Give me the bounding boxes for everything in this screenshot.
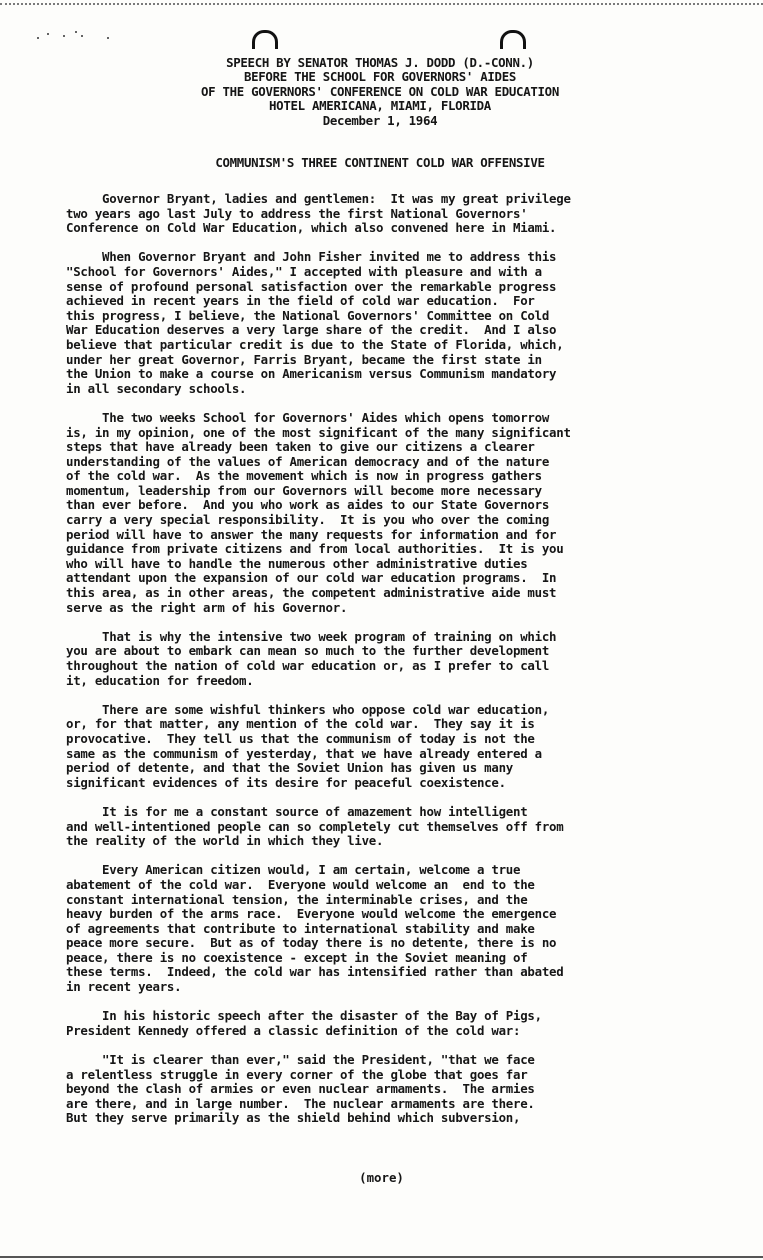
text-line: in all secondary schools. [66, 380, 247, 396]
text-line: under her great Governor, Farris Bryant, became the first state in [66, 351, 542, 367]
text-line: carry a very special responsibility. It is you who over the coming [66, 512, 550, 528]
paper-specks [36, 24, 116, 44]
text-line: guidance from private citizens and from local authorities. It is you [66, 541, 564, 557]
text-line: "School for Governors' Aides," I accepted with pleasure and with a [66, 263, 542, 279]
text-line: It is for me a constant source of amazement how intelligent [66, 803, 528, 819]
text-line: of agreements that contribute to international stability and make [66, 920, 535, 936]
paragraph [66, 1053, 706, 1126]
binder-hole-mark-right [500, 30, 526, 49]
speech-body [66, 192, 706, 1141]
text-line: throughout the nation of cold war education or, as I prefer to call [66, 658, 550, 673]
text-line: peace more secure. But as of today there is no detente, there is no [66, 935, 557, 951]
text-line: of the cold war. As the movement which is now in progress gathers [66, 468, 542, 484]
text-line: beyond the clash of armies or even nuclear armaments. The armies [66, 1081, 535, 1097]
text-line: than ever before. And you who work as aides to our State Governors [66, 497, 550, 513]
text-line: There are some wishful thinkers who oppose cold war education, [66, 701, 550, 717]
text-line: in recent years. [66, 979, 182, 995]
text-line: believe that particular credit is due to the State of Florida, which, [66, 336, 564, 352]
text-line: Governor Bryant, ladies and gentlemen: It was my great privilege [66, 191, 571, 206]
page-top-edge [0, 3, 763, 5]
text-line: But they serve primarily as the shield behind which subversion, [66, 1110, 521, 1126]
header-date: December 1, 1964 [322, 112, 438, 128]
text-line: these terms. Indeed, the cold war has intensified rather than abated [66, 964, 564, 980]
text-line: attendant upon the expansion of our cold war education programs. In [66, 570, 557, 586]
paragraph [66, 805, 706, 849]
text-line: When Governor Bryant and John Fisher invited me to address this [66, 249, 557, 265]
paragraph [66, 863, 706, 994]
paragraph [66, 630, 706, 688]
page-bottom-edge [0, 1256, 763, 1258]
text-line: understanding of the values of American democracy and of the nature [66, 453, 550, 469]
text-line: it, education for freedom. [66, 672, 254, 688]
header-line: SPEECH BY SENATOR THOMAS J. DODD (D.-CONN.) [226, 55, 534, 70]
text-line: and well-intentioned people can so completely cut themselves off from [66, 818, 564, 834]
paragraph [66, 703, 706, 791]
speech-title: COMMUNISM'S THREE CONTINENT COLD WAR OFFENSIVE [215, 155, 545, 170]
header-line: BEFORE THE SCHOOL FOR GOVERNORS' AIDES [243, 69, 517, 85]
paragraph [66, 411, 706, 615]
text-line: President Kennedy offered a classic definition of the cold war: [66, 1022, 521, 1038]
text-line: serve as the right arm of his Governor. [66, 599, 348, 615]
text-line: sense of profound personal satisfaction over the remarkable progress [66, 278, 557, 294]
text-line: In his historic speech after the disaster of the Bay of Pigs, [66, 1008, 542, 1024]
text-line: is, in my opinion, one of the most significant of the many significant [66, 424, 571, 440]
text-line: two years ago last July to address the first National Governors' [66, 205, 528, 221]
binder-hole-mark-left [252, 30, 278, 49]
text-line: abatement of the cold war. Everyone would welcome an end to the [66, 876, 535, 892]
text-line: The two weeks School for Governors' Aides which opens tomorrow [66, 409, 550, 425]
text-line: the reality of the world in which they live. [66, 833, 384, 849]
text-line: peace, there is no coexistence - except in the Soviet meaning of [66, 949, 528, 965]
text-line: achieved in recent years in the field of cold war education. For [66, 293, 535, 309]
text-line: Every American citizen would, I am certain, welcome a true [66, 862, 521, 878]
text-line: steps that have already been taken to give our citizens a clearer [66, 439, 535, 455]
text-line: "It is clearer than ever," said the President, "that we face [66, 1052, 535, 1068]
paragraph [66, 192, 706, 236]
text-line: this area, as in other areas, the competent administrative aide must [66, 585, 557, 601]
text-line: who will have to handle the numerous other administrative duties [66, 555, 528, 571]
header-line: OF THE GOVERNORS' CONFERENCE ON COLD WAR EDUCATION [201, 83, 559, 99]
text-line: heavy burden of the arms race. Everyone would welcome the emergence [66, 906, 557, 922]
text-line: significant evidences of its desire for peaceful coexistence. [66, 774, 506, 790]
text-line: period will have to answer the many requests for information and for [66, 526, 557, 542]
paragraph [66, 250, 706, 396]
text-line: Conference on Cold War Education, which also convened here in Miami. [66, 220, 557, 236]
text-line: momentum, leadership from our Governors will become more necessary [66, 482, 542, 498]
speech-header [100, 56, 660, 128]
text-line: That is why the intensive two week program of training on which [66, 628, 557, 644]
text-line: War Education deserves a very large share of the credit. And I also [66, 322, 557, 338]
text-line: period of detente, and that the Soviet Union has given us many [66, 760, 514, 776]
text-line: provocative. They tell us that the communism of today is not the [66, 730, 535, 746]
paragraph [66, 1009, 706, 1038]
text-line: the Union to make a course on Americanism versus Communism mandatory [66, 366, 557, 382]
text-line: constant international tension, the interminable crises, and the [66, 891, 528, 907]
text-line: you are about to embark can mean so much to the further development [66, 643, 550, 659]
header-line: HOTEL AMERICANA, MIAMI, FLORIDA [269, 98, 491, 114]
text-line: are there, and in large number. The nuclear armaments are there. [66, 1095, 535, 1111]
text-line: a relentless struggle in every corner of the globe that goes far [66, 1066, 528, 1082]
text-line: or, for that matter, any mention of the cold war. They say it is [66, 716, 535, 732]
continued-marker: (more) [359, 1170, 404, 1185]
text-line: this progress, I believe, the National Governors' Committee on Cold [66, 307, 550, 323]
text-line: same as the communism of yesterday, that we have already entered a [66, 745, 542, 761]
